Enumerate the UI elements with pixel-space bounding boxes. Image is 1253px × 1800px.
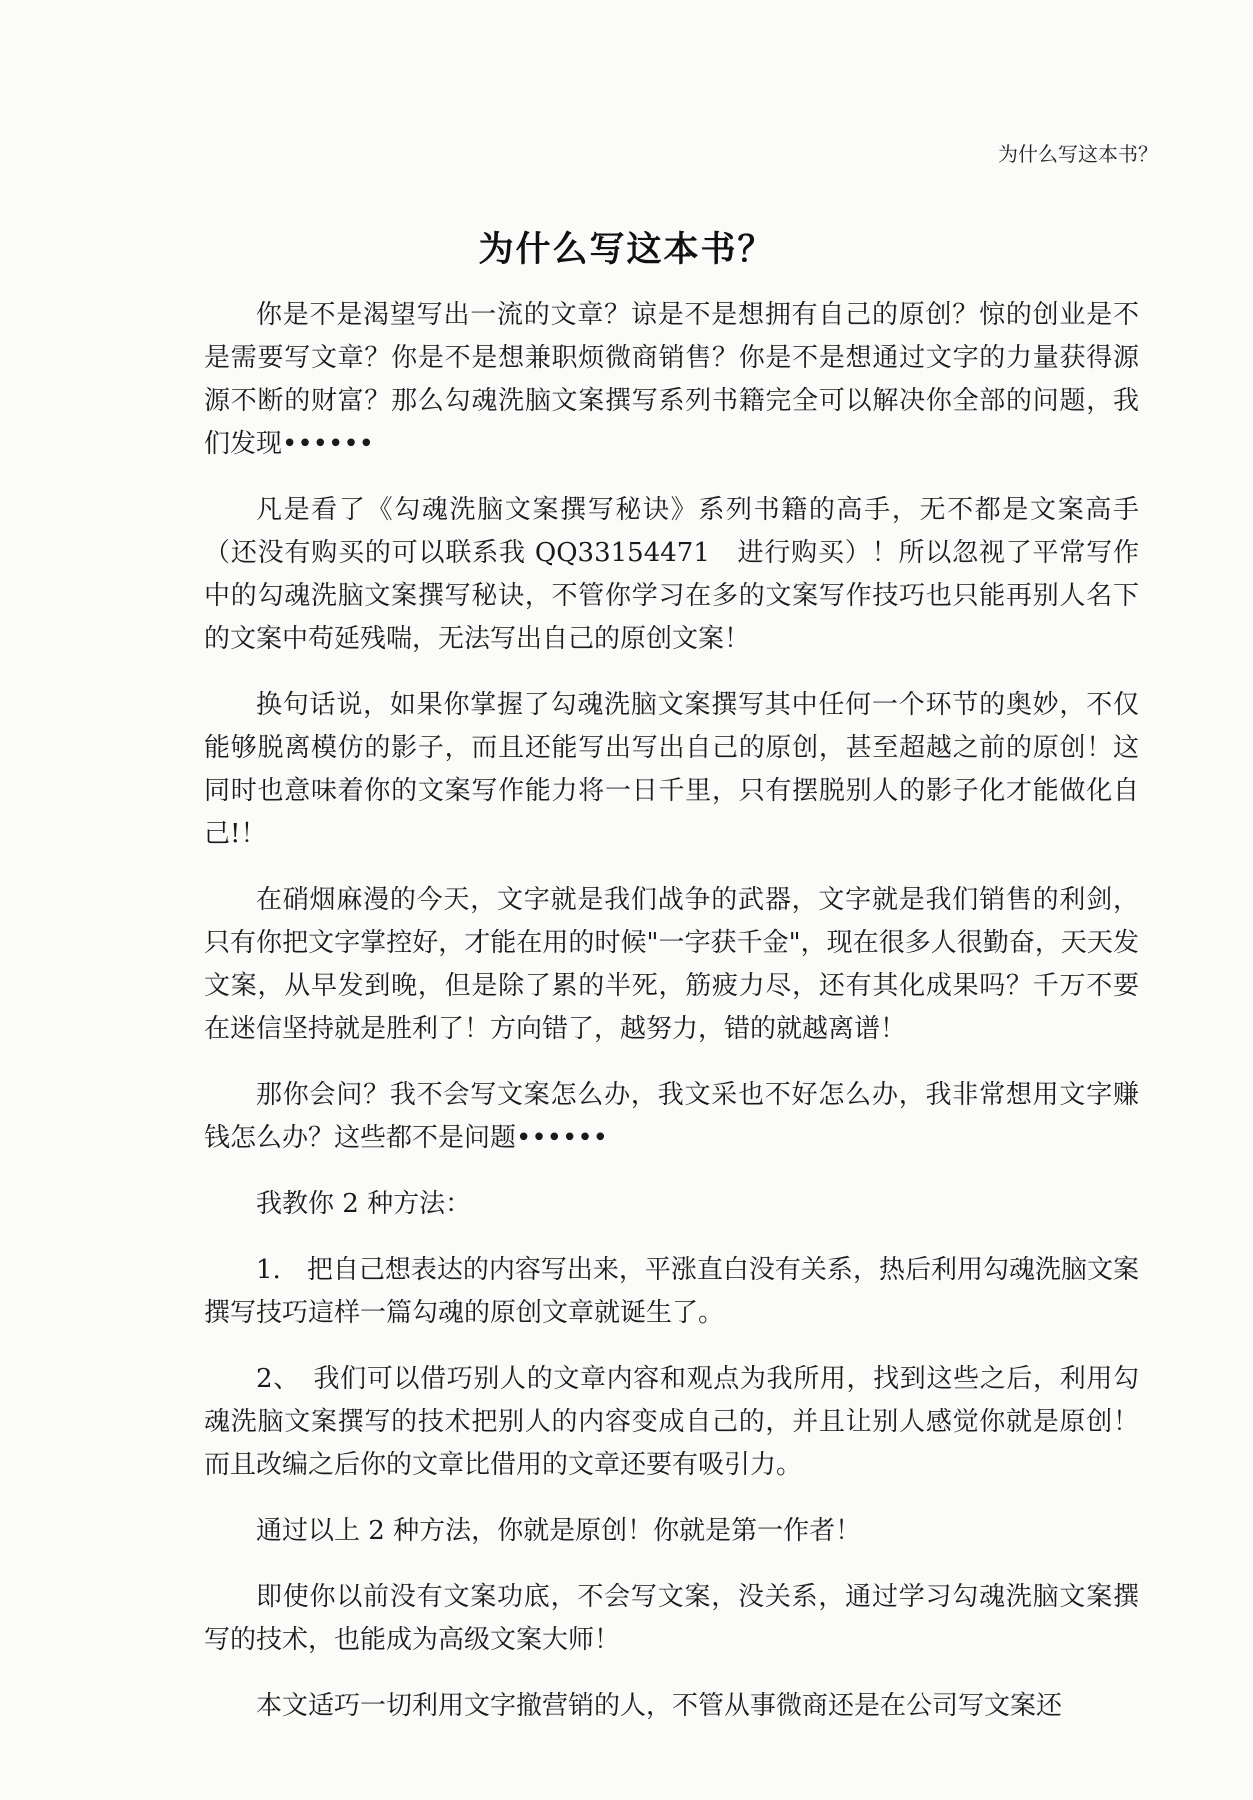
paragraph: 即使你以前没有文案功底，不会写文案，没关系，通过学习勾魂洗脑文案撰写的技术，也能成为高级文案大师！	[204, 1582, 1139, 1655]
paragraph: 你是不是渴望写出一流的文章？谅是不是想拥有自己的原创？惊的创业是不是需要写文章？你是不是想兼职烦微商销售？你是不是想通过文字的力量获得源源不断的财富？那么勾魂洗脑文案撰写系列书籍完全可以解决你全部的问题，我们发现••••••	[204, 300, 1139, 459]
running-header: 为什么写这本书？	[998, 142, 1158, 166]
body-text	[204, 294, 1139, 1751]
paragraph: 那你会问？我不会写文案怎么办，我文采也不好怎么办，我非常想用文字赚钱怎么办？这些都不是问题••••••	[204, 1080, 1139, 1153]
page-title: 为什么写这本书？	[478, 229, 775, 270]
paragraph: 通过以上 2 种方法，你就是原创！你就是第一作者！	[256, 1516, 862, 1546]
list-item-1: 1. 把自己想表达的内容写出来，平涨直白没有关系，热后利用勾魂洗脑文案撰写技巧這样一篇勾魂的原创文章就诞生了。	[204, 1255, 1139, 1328]
paragraph: 我教你 2 种方法：	[256, 1189, 472, 1219]
paragraph: 本文适巧一切利用文字撤营销的人，不管从事微商还是在公司写文案还	[256, 1691, 1063, 1721]
list-item-2: 2、 我们可以借巧别人的文章内容和观点为我所用，找到这些之后，利用勾魂洗脑文案撰写的技术把别人的内容变成自己的，并且让别人感觉你就是原创！而且改编之后你的文章比借用的文章还要有吸引力。	[204, 1364, 1139, 1480]
paragraph: 凡是看了《勾魂洗脑文案撰写秘诀》系列书籍的高手，无不都是文案高手（还没有购买的可以联系我 QQ33154471 进行购买）！所以忽视了平常写作中的勾魂洗脑文案撰写秘诀，不管你学习在多的文案写作技巧也只能再别人名下的文案中苟延残喘，无法写出自己的原创文案！	[204, 495, 1139, 654]
paragraph: 换句话说，如果你掌握了勾魂洗脑文案撰写其中任何一个环节的奥妙，不仅能够脱离模仿的影子，而且还能写出写出自己的原创，甚至超越之前的原创！这同时也意味着你的文案写作能力将一日千里，只有摆脱别人的影子化才能做化自己!！	[204, 690, 1139, 849]
paragraph: 在硝烟麻漫的今天，文字就是我们战争的武器，文字就是我们销售的利剑，只有你把文字掌控好，才能在用的时候"一字获千金"，现在很多人很勤奋，天天发文案，从早发到晚，但是除了累的半死，筋疲力尽，还有其化成果吗？千万不要在迷信坚持就是胜利了！方向错了，越努力，错的就越离谱！	[204, 885, 1139, 1044]
